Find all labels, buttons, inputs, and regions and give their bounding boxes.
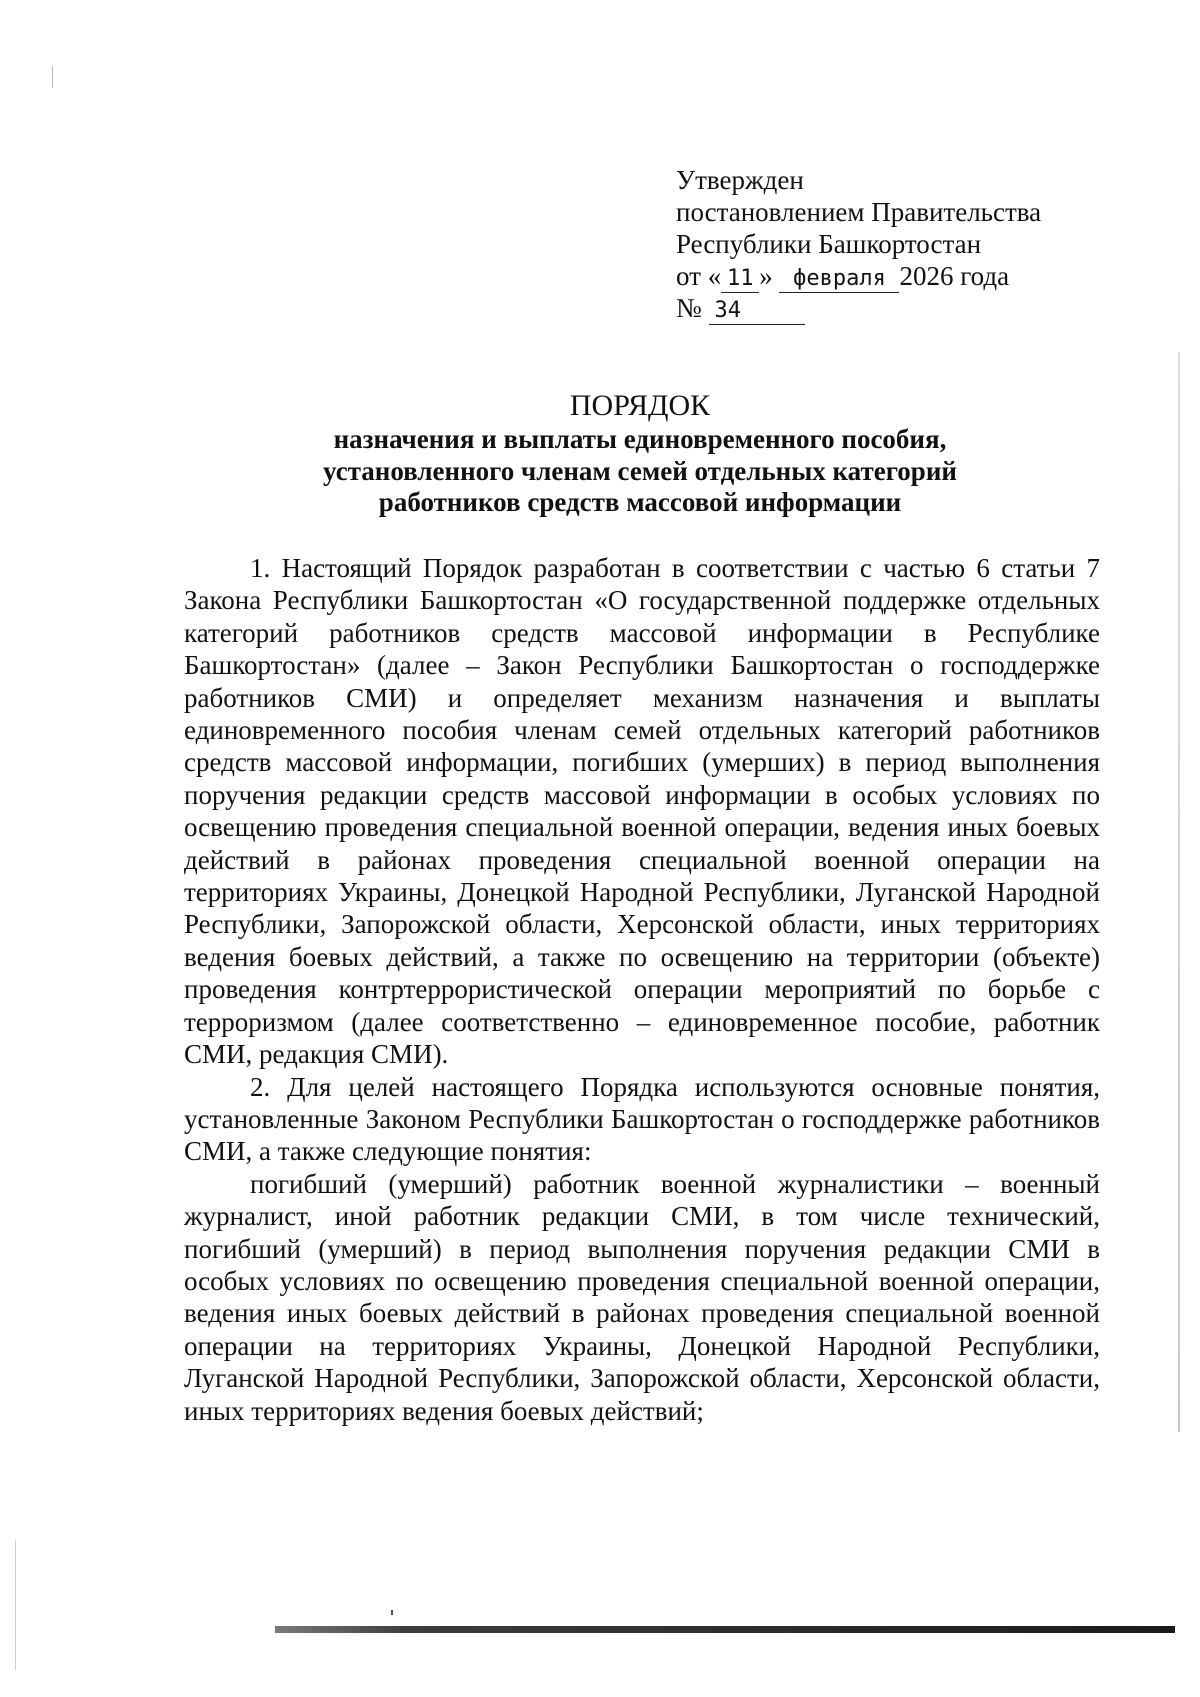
approval-line-3: Республики Башкортостан <box>676 229 982 259</box>
date-day: 11 <box>721 266 759 293</box>
scan-artifact-left-edge <box>15 1540 16 1670</box>
approval-line-2: постановлением Правительства <box>676 197 1042 227</box>
document-body <box>184 552 1100 1427</box>
paragraph-3: погибший (умерший) работник военной журналистики – военный журналист, иной работник редакции СМИ, в том числе технический, погибший (умерший) в период выполнения поручения редакции СМИ в особых условиях по освещению проведения специальной военной операции, ведения иных боевых действий в районах проведения специальной военной операции на территориях Украины, Донецкой Народной Республики, Луганской Народной Республики, Запорожской области, Херсонской области, иных территориях ведения боевых действий; <box>184 1168 1100 1426</box>
paragraph-2: 2. Для целей настоящего Порядка используются основные понятия, установленные Законом Республики Башкортостан о господдержке работников СМИ, а также следующие понятия: <box>184 1071 1100 1167</box>
document-subtitle: назначения и выплаты единовременного пособия, установленного членам семей отдельных категорий работников средств массовой информации <box>323 424 957 517</box>
title-block <box>170 388 1110 519</box>
date-month: февраля <box>779 266 899 293</box>
approval-line-1: Утвержден <box>676 165 804 195</box>
number-prefix: № <box>676 293 702 323</box>
scan-artifact-right-edge <box>1178 352 1180 1432</box>
approval-block <box>676 164 1096 324</box>
scan-artifact-bottom-bar <box>275 1626 1175 1633</box>
paragraph-1: 1. Настоящий Порядок разработан в соответствии с частью 6 статьи 7 Закона Республики Башкортостан «О государственной поддержке отдельных категорий работников средств массовой информации в Республике Башкортостан» (далее – Закон Республики Башкортостан о господдержке работников СМИ) и определяет механизм назначения и выплаты единовременного пособия членам семей отдельных категорий работников средств массовой информации, погибших (умерших) в период выполнения поручения редакции средств массовой информации в особых условиях по освещению проведения специальной военной операции, ведения иных боевых действий в районах проведения специальной военной операции на территориях Украины, Донецкой Народной Республики, Луганской Народной Республики, Запорожской области, Херсонской области, иных территориях ведения боевых действий, а также по освещению на территории (объекте) проведения контртеррористической операции мероприятий по борьбе с терроризмом (далее соответственно – единовременное пособие, работник СМИ, редакция СМИ). <box>184 553 1100 1070</box>
scan-artifact-mark <box>52 66 53 88</box>
date-prefix: от « <box>676 261 722 291</box>
document-number: 34 <box>709 298 805 325</box>
scan-artifact-dot <box>391 1610 393 1615</box>
date-mid: » <box>759 261 773 291</box>
date-suffix: 2026 года <box>899 261 1010 291</box>
approval-date-line <box>676 260 1096 292</box>
approval-number-line <box>676 292 1096 324</box>
document-title: ПОРЯДОК <box>569 389 711 422</box>
